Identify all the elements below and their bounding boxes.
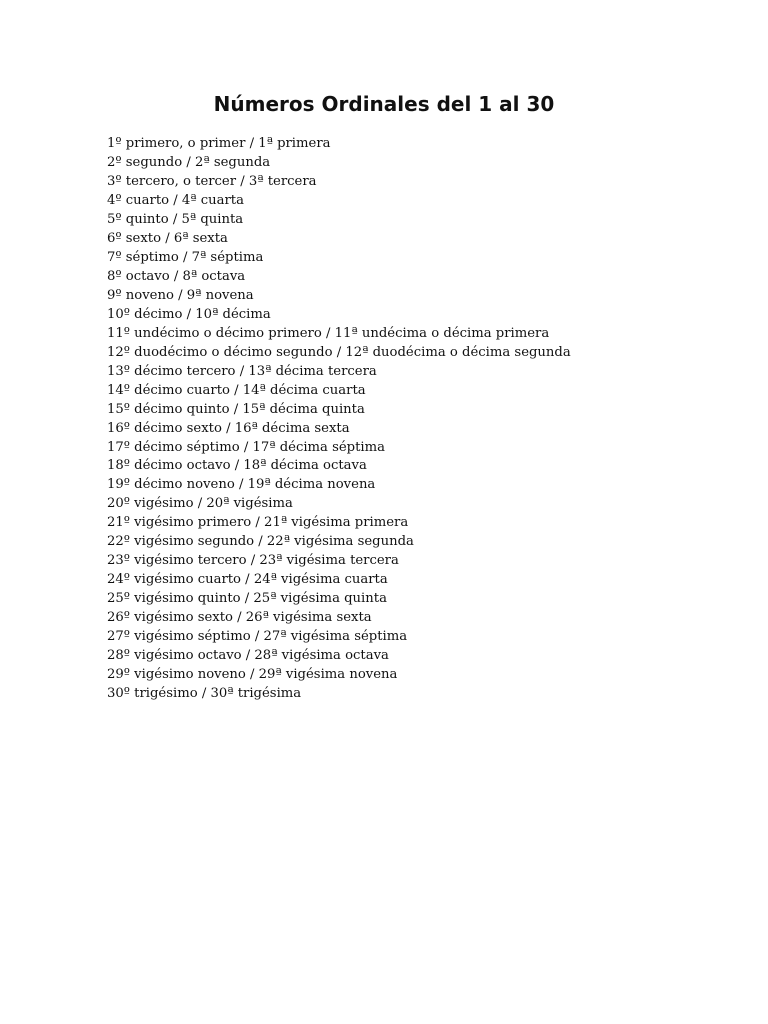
list-item: 4º cuarto / 4ª cuarta — [107, 192, 244, 208]
page-title: Números Ordinales del 1 al 30 — [213, 92, 555, 116]
list-item: 8º octavo / 8ª octava — [107, 268, 246, 284]
list-item: 9º noveno / 9ª novena — [107, 287, 254, 303]
list-item: 24º vigésimo cuarto / 24ª vigésima cuarta — [107, 572, 388, 588]
list-item: 21º vigésimo primero / 21ª vigésima primera — [107, 515, 409, 531]
list-item: 26º vigésimo sexto / 26ª vigésima sexta — [107, 610, 372, 626]
list-item: 29º vigésimo noveno / 29ª vigésima novena — [107, 667, 398, 683]
list-item: 30º trigésimo / 30ª trigésima — [107, 686, 302, 702]
list-item: 6º sexto / 6ª sexta — [107, 230, 228, 246]
list-item: 1º primero, o primer / 1ª primera — [107, 136, 331, 151]
list-item: 15º décimo quinto / 15ª décima quinta — [107, 401, 365, 417]
list-item: 19º décimo noveno / 19ª décima novena — [107, 477, 376, 493]
list-item: 17º décimo séptimo / 17ª décima séptima — [107, 439, 386, 455]
list-item: 10º décimo / 10ª décima — [107, 306, 271, 322]
list-item: 25º vigésimo quinto / 25ª vigésima quinta — [107, 591, 387, 607]
list-item: 28º vigésimo octavo / 28ª vigésima octava — [107, 648, 389, 664]
list-item: 16º décimo sexto / 16ª décima sexta — [107, 420, 350, 436]
list-item: 3º tercero, o tercer / 3ª tercera — [107, 173, 317, 189]
list-item: 7º séptimo / 7ª séptima — [107, 249, 264, 265]
list-item: 2º segundo / 2ª segunda — [107, 154, 271, 170]
list-item: 20º vigésimo / 20ª vigésima — [107, 496, 293, 512]
list-item: 27º vigésimo séptimo / 27ª vigésima séptima — [107, 629, 408, 645]
list-item: 5º quinto / 5ª quinta — [107, 211, 244, 227]
list-item: 11º undécimo o décimo primero / 11ª undécima o décima primera — [107, 325, 550, 341]
list-item: 22º vigésimo segundo / 22ª vigésima segunda — [107, 534, 414, 550]
ordinal-list — [107, 135, 571, 704]
list-item: 23º vigésimo tercero / 23ª vigésima tercera — [107, 553, 399, 569]
list-item: 18º décimo octavo / 18ª décima octava — [107, 458, 367, 474]
list-item: 12º duodécimo o décimo segundo / 12ª duodécima o décima segunda — [107, 344, 571, 360]
list-item: 13º décimo tercero / 13ª décima tercera — [107, 363, 377, 379]
list-item: 14º décimo cuarto / 14ª décima cuarta — [107, 382, 366, 398]
